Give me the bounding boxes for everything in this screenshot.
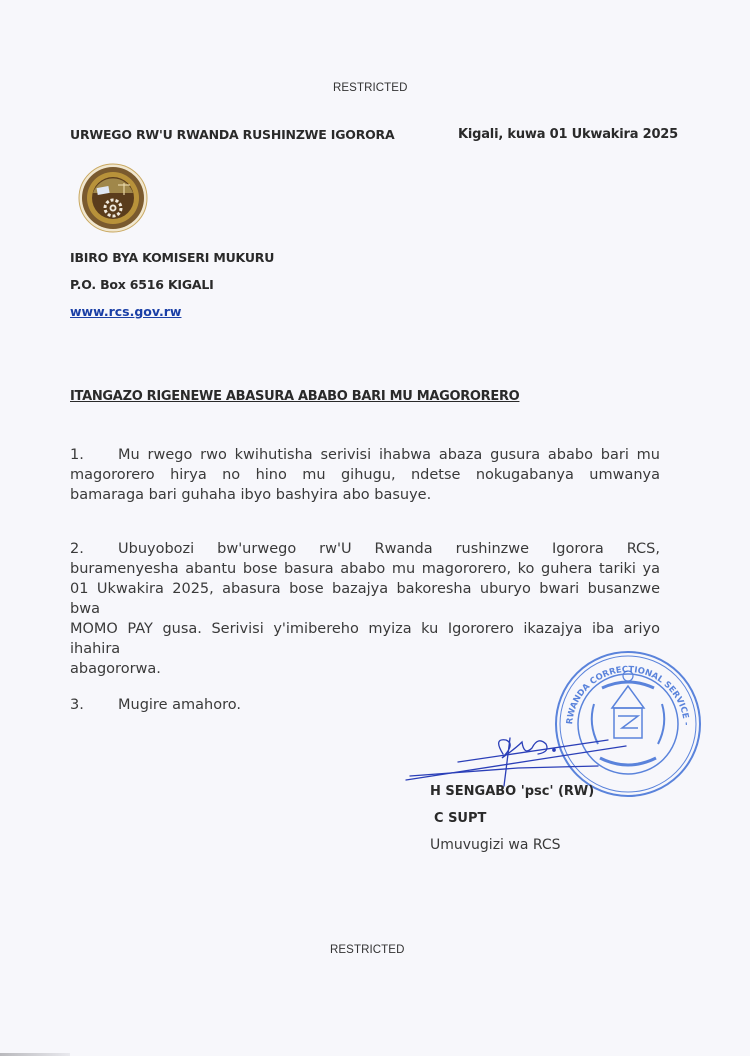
paragraph-2-number: 2. xyxy=(70,541,84,557)
office-name: IBIRO BYA KOMISERI MUKURU xyxy=(70,250,275,265)
organization-name: URWEGO RW'U RWANDA RUSHINZWE IGORORA xyxy=(70,127,395,142)
paragraph-1-line-1: 1. Mu rwego rwo kwihutisha serivisi ihabwa abaza gusura ababo bari mu xyxy=(70,447,660,463)
paragraph-2-line-2: buramenyesha abantu bose basura ababo mu magororero, ko guhera tariki ya xyxy=(70,561,660,577)
paragraph-1-line-2: magororero hirya no hino mu gihugu, ndetse nokugabanya umwanya xyxy=(70,467,660,483)
signatory-name: H SENGABO 'psc' (RW) xyxy=(430,784,595,799)
paragraph-2-line-5: abagororwa. xyxy=(70,661,161,677)
paragraph-2-line-1: 2. Ubuyobozi bw'urwego rw'U Rwanda rushinzwe Igorora RCS, xyxy=(70,541,660,557)
website-link[interactable]: www.rcs.gov.rw xyxy=(70,304,182,319)
paragraph-2-line-3: 01 Ukwakira 2025, abasura bose bazajya bakoresha uburyo bwari busanzwe bwa xyxy=(70,581,660,617)
signatory-role: Umuvugizi wa RCS xyxy=(430,837,561,853)
paragraph-2-line-4: MOMO PAY gusa. Serivisi y'imibereho myiza ku Igororero ikazajya iba ariyo ihahira xyxy=(70,621,660,657)
paragraph-1-number: 1. xyxy=(70,447,84,463)
handwritten-signature-icon xyxy=(398,728,628,788)
paragraph-1-line-3: bamaraga bari guhaha ibyo bashyira abo basuye. xyxy=(70,487,432,503)
paragraph-1 xyxy=(70,445,660,505)
classification-top: RESTRICTED xyxy=(333,82,408,94)
date-line: Kigali, kuwa 01 Ukwakira 2025 xyxy=(458,127,678,142)
notice-title: ITANGAZO RIGENEWE ABASURA ABABO BARI MU MAGORORERO xyxy=(70,389,520,404)
po-box: P.O. Box 6516 KIGALI xyxy=(70,277,214,292)
signatory-rank: C SUPT xyxy=(434,811,487,826)
classification-bottom: RESTRICTED xyxy=(330,944,405,956)
paragraph-3-line-1: 3. Mugire amahoro. xyxy=(70,697,241,713)
rcs-emblem-icon xyxy=(78,163,148,233)
paragraph-3-number: 3. xyxy=(70,697,84,713)
stamp-text: RWANDA CORRECTIONAL SERVICE - xyxy=(565,664,691,726)
